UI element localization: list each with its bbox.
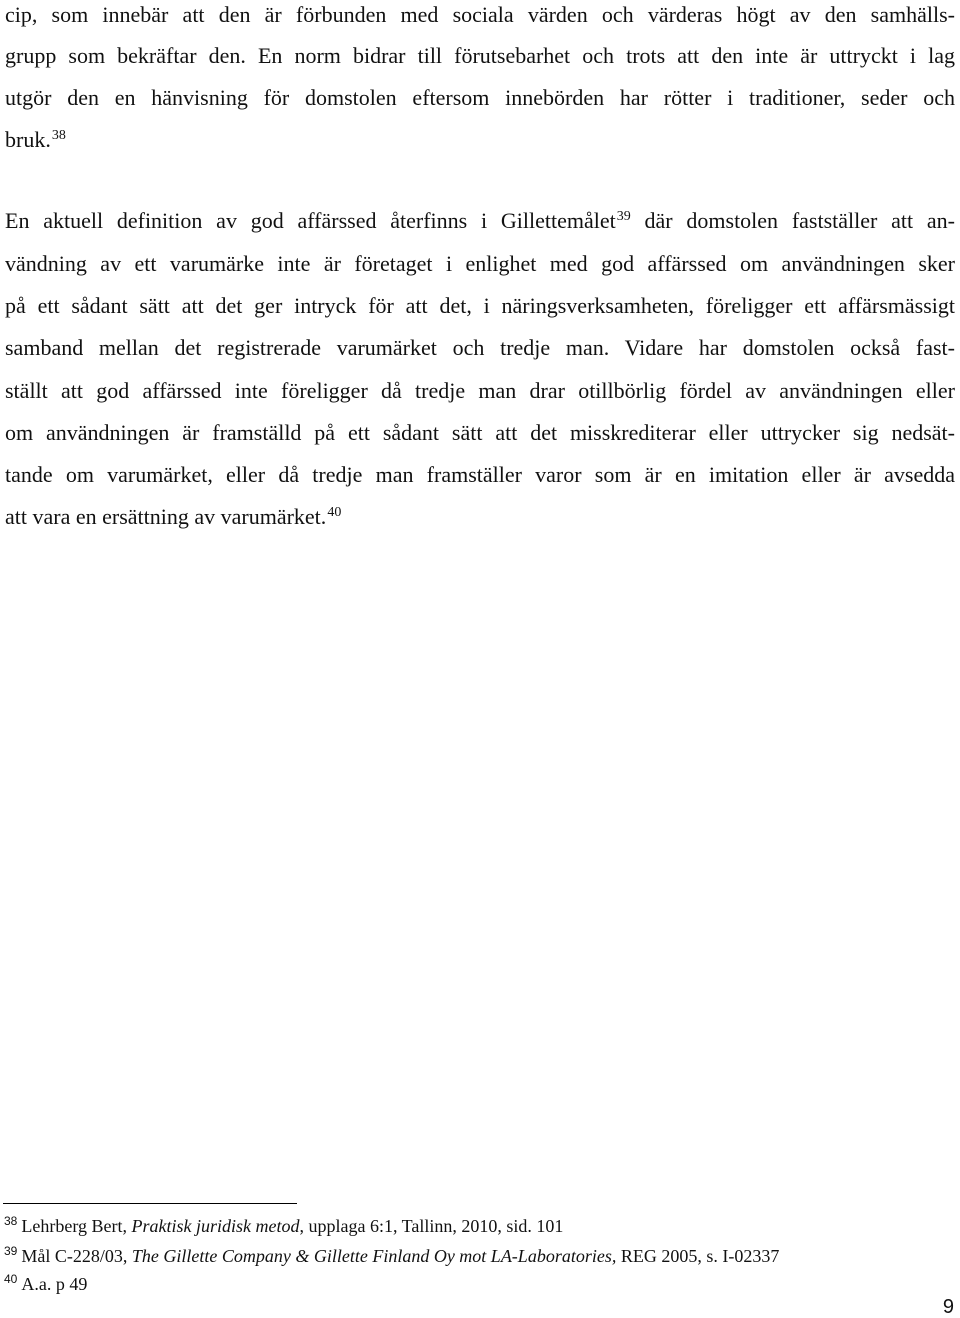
text-line: samband mellan det registrerade varumärket och tredje man. Vidare har domstolen också fast- bbox=[5, 335, 955, 360]
footnote-39 bbox=[4, 1245, 779, 1267]
footnote-number: 40 bbox=[4, 1272, 18, 1286]
footnote-ref-40[interactable]: 40 bbox=[327, 504, 342, 520]
footnote-ref-38[interactable]: 38 bbox=[51, 127, 66, 143]
text-line: vändning av ett varumärke inte är företaget i enlighet med god affärssed om användningen sker bbox=[5, 251, 955, 276]
footnote-number: 39 bbox=[4, 1244, 18, 1258]
text-line: om användningen är framställd på ett sådant sätt att det misskrediterar eller uttrycker sig nedsät- bbox=[5, 420, 955, 445]
text-line: på ett sådant sätt att det ger intryck för att det, i näringsverksamheten, föreligger ett affärsmässigt bbox=[5, 293, 955, 318]
text-line: utgör den en hänvisning för domstolen eftersom innebörden har rötter i traditioner, seder och bbox=[5, 85, 955, 110]
footnote-ref-39[interactable]: 39 bbox=[616, 208, 631, 224]
text-segment: att vara en ersättning av varumärket. bbox=[5, 504, 327, 529]
footnote-text: , upplaga 6:1, Tallinn, 2010, sid. 101 bbox=[299, 1216, 564, 1236]
text-line bbox=[5, 127, 955, 153]
page-number: 9 bbox=[942, 1296, 954, 1318]
text-line: grupp som bekräftar den. En norm bidrar till förutsebarhet och trots att den inte är uttryckt i lag bbox=[5, 43, 955, 68]
footnote-text: Mål C-228/03, bbox=[21, 1246, 132, 1266]
text-line bbox=[5, 504, 955, 530]
text-line: cip, som innebär att den är förbunden med sociala värden och värderas högt av den samhälls- bbox=[5, 2, 955, 27]
text-segment: bruk. bbox=[5, 127, 51, 152]
text-segment: där domstolen fastställer att an- bbox=[630, 208, 955, 233]
footnote-number: 38 bbox=[4, 1214, 18, 1228]
footnote-text: A.a. p 49 bbox=[21, 1274, 88, 1294]
footnote-38 bbox=[4, 1215, 563, 1237]
text-segment: En aktuell definition av god affärssed återfinns i Gillettemålet bbox=[5, 208, 616, 233]
text-line: ställt att god affärssed inte föreligger då tredje man drar otillbörlig fördel av användningen eller bbox=[5, 378, 955, 403]
footnote-title: Praktisk juridisk metod bbox=[131, 1216, 300, 1236]
footnote-40 bbox=[4, 1273, 87, 1295]
footnote-title: The Gillette Company & Gillette Finland Oy mot LA-Laboratories, bbox=[131, 1246, 617, 1266]
footnote-text: Lehrberg Bert, bbox=[21, 1216, 132, 1236]
text-line: tande om varumärket, eller då tredje man framställer varor som är en imitation eller är avsedda bbox=[5, 462, 955, 487]
footnote-text: REG 2005, s. I-02337 bbox=[616, 1246, 780, 1266]
text-line bbox=[5, 208, 955, 234]
footnote-separator bbox=[3, 1203, 297, 1204]
